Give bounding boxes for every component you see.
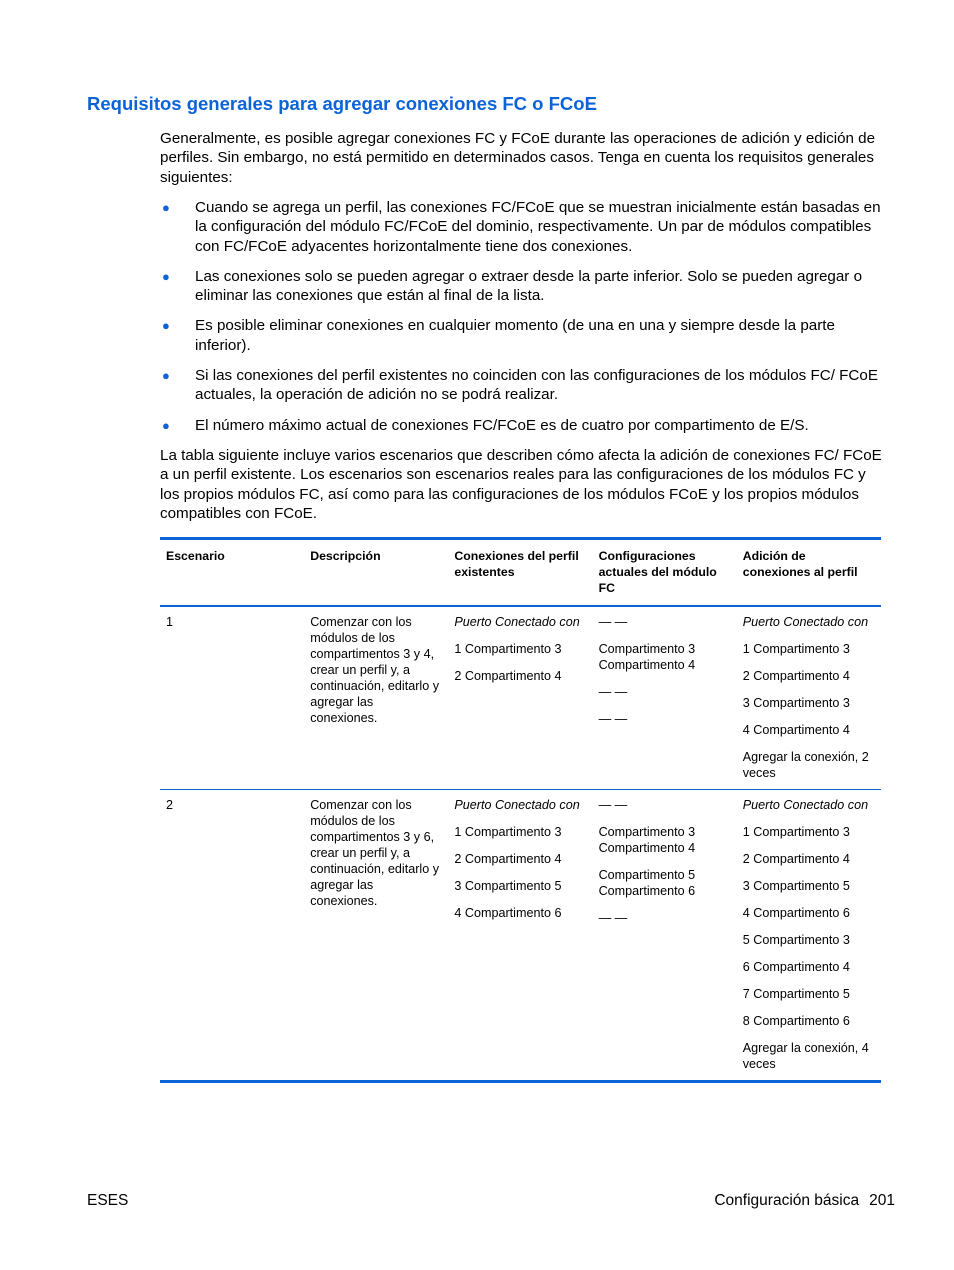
cell-line: — — [598, 911, 628, 925]
list-item-text: El número máximo actual de conexiones FC/FCoE es de cuatro por compartimento de E/S. [195, 416, 809, 434]
table-intro-paragraph: La tabla siguiente incluye varios escenarios que describen cómo afecta la adición de conexiones FC/ FCoE a un perfil existente. Los escenarios son escenarios reales para las configuraciones de los módulos FC y los propios módulos FC, así como para las configuraciones de los módulos FCoE y los propios módulos compatibles con FCoE. [160, 447, 882, 522]
cell-line: Puerto Conectado con [742, 615, 869, 629]
list-item [160, 267, 885, 306]
header-current-config: Configuraciones actuales del módulo FC [593, 540, 737, 606]
cell-line: Compartimento 3 [598, 642, 696, 656]
header-description: Descripción [304, 540, 448, 606]
scenarios-table [160, 537, 881, 1083]
header-adding-connections: Adición de conexiones al perfil [737, 540, 881, 606]
page-number: 201 [869, 1192, 895, 1209]
cell-line: Agregar la conexión, 2 veces [742, 750, 869, 780]
cell-line: 1 Compartimento 3 [454, 825, 562, 839]
cell-line: — — [598, 685, 628, 699]
cell-existing-connections [448, 606, 592, 790]
bullet-icon: ● [162, 417, 170, 433]
cell-line: Compartimento 4 [598, 841, 696, 855]
cell-line: 1 Compartimento 3 [742, 642, 850, 656]
bullet-icon: ● [162, 268, 170, 284]
footer-language-code: ESES [87, 1192, 129, 1209]
footer-page-info [714, 1192, 895, 1210]
cell-line: 2 Compartimento 4 [742, 669, 850, 683]
cell-line: 3 Compartimento 5 [742, 879, 850, 893]
cell-existing-connections [448, 790, 592, 1081]
cell-line: Puerto Conectado con [454, 798, 580, 812]
header-scenario: Escenario [160, 540, 304, 606]
cell-line: Puerto Conectado con [454, 615, 580, 629]
list-item [160, 198, 885, 256]
cell-line: — — [598, 712, 628, 726]
table-row [160, 606, 881, 790]
bullet-icon: ● [162, 318, 170, 334]
cell-line: — — [598, 798, 628, 812]
cell-line: 5 Compartimento 3 [742, 933, 850, 947]
cell-description: Comenzar con los módulos de los compartimentos 3 y 4, crear un perfil y, a continuación, editarlo y agregar las conexiones. [304, 606, 448, 790]
cell-line: Compartimento 3 [598, 825, 696, 839]
bullet-icon: ● [162, 200, 170, 215]
table-header-row [160, 540, 881, 606]
list-item-text: Las conexiones solo se pueden agregar o extraer desde la parte inferior. Solo se pueden agregar o eliminar las conexiones que están al final de la lista. [195, 267, 863, 305]
cell-line: 7 Compartimento 5 [742, 987, 850, 1001]
list-item [160, 416, 885, 435]
bullet-icon: ● [162, 368, 170, 384]
cell-line: 4 Compartimento 4 [742, 723, 850, 737]
cell-line: Puerto Conectado con [742, 798, 869, 812]
cell-line: Compartimento 6 [598, 884, 696, 898]
cell-current-config [593, 790, 737, 1081]
cell-line: 8 Compartimento 6 [742, 1014, 850, 1028]
intro-paragraph: Generalmente, es posible agregar conexiones FC y FCoE durante las operaciones de adición y edición de perfiles. Sin embargo, no está permitido en determinados casos. Tenga en cuenta los requisitos generales siguientes: [160, 130, 876, 186]
header-existing-connections: Conexiones del perfil existentes [448, 540, 592, 606]
cell-line: Agregar la conexión, 4 veces [742, 1041, 869, 1071]
cell-line: Compartimento 4 [598, 658, 696, 672]
cell-scenario: 1 [160, 606, 304, 790]
cell-line: 4 Compartimento 6 [454, 906, 562, 920]
cell-line: — — [598, 615, 628, 629]
cell-line: 4 Compartimento 6 [742, 906, 850, 920]
cell-line: 6 Compartimento 4 [742, 960, 850, 974]
cell-adding-connections [737, 606, 881, 790]
cell-scenario: 2 [166, 798, 174, 812]
list-item [160, 316, 885, 355]
list-item-text: Si las conexiones del perfil existentes no coinciden con las configuraciones de los módulos FC/ FCoE actuales, la operación de adición no se podrá realizar. [195, 367, 878, 404]
cell-description: Comenzar con los módulos de los compartimentos 3 y 6, crear un perfil y, a continuación, editarlo y agregar las conexiones. [310, 798, 440, 908]
scenarios-table-grid [160, 540, 881, 1080]
cell-line: 2 Compartimento 4 [742, 852, 850, 866]
cell-adding-connections [737, 790, 881, 1081]
cell-line: 3 Compartimento 5 [454, 879, 562, 893]
list-item-text: Es posible eliminar conexiones en cualquier momento (de una en una y siempre desde la parte inferior). [195, 317, 835, 354]
cell-line: Compartimento 5 [598, 868, 696, 882]
list-item [160, 366, 885, 405]
cell-line: 1 Compartimento 3 [454, 642, 562, 656]
cell-line: 2 Compartimento 4 [454, 669, 562, 683]
requirements-list [160, 198, 885, 446]
cell-line: 2 Compartimento 4 [454, 852, 562, 866]
cell-line: 3 Compartimento 3 [742, 696, 850, 710]
footer-section-title: Configuración básica [714, 1192, 860, 1209]
section-heading: Requisitos generales para agregar conexiones FC o FCoE [87, 93, 597, 114]
cell-line: 1 Compartimento 3 [742, 825, 850, 839]
cell-current-config [593, 606, 737, 790]
list-item-text: Cuando se agrega un perfil, las conexiones FC/FCoE que se muestran inicialmente están basadas en la configuración del módulo FC/FCoE del dominio, respectivamente. Un par de módulos compatibles con FC/FCoE adyacentes horizontalmente tiene dos conexiones. [195, 199, 881, 255]
table-row [160, 790, 881, 1081]
